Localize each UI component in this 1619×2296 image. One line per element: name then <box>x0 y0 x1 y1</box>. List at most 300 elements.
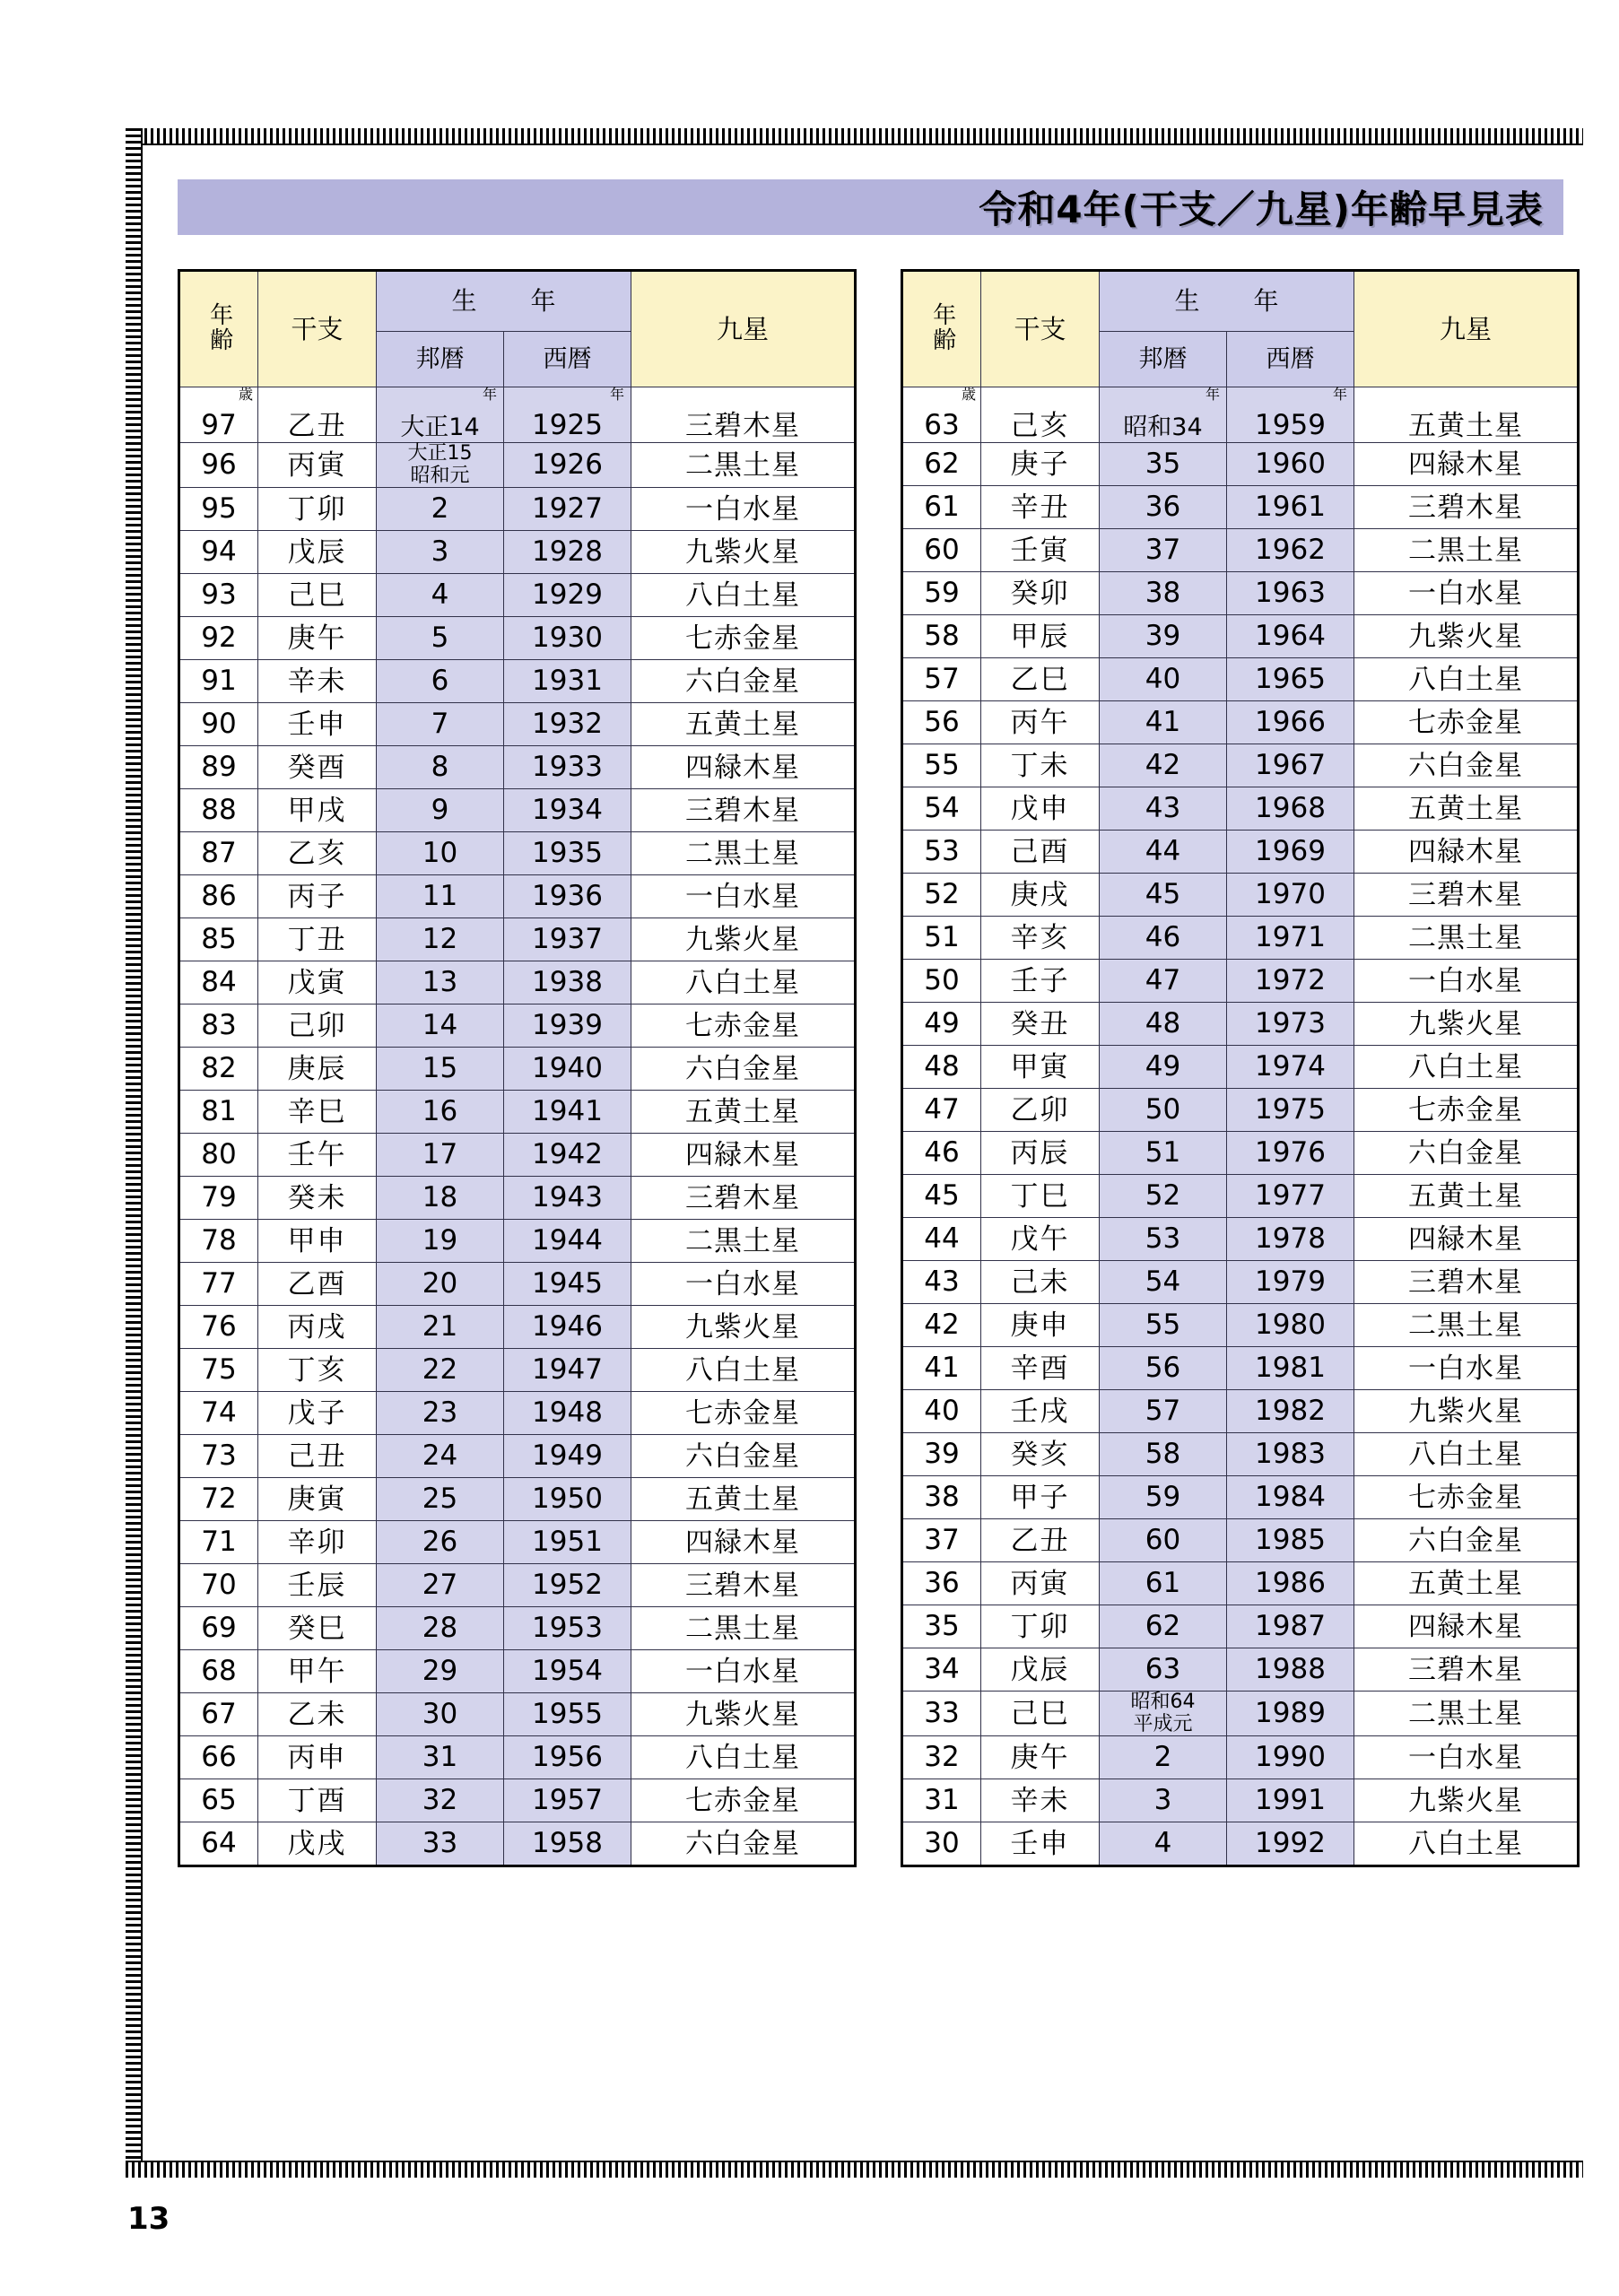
cell-western-year: 年 1959 <box>1227 387 1354 443</box>
cell-japanese-era <box>377 617 504 660</box>
cell-age: 65 <box>179 1779 258 1822</box>
cell-japanese-era-line: 16 <box>422 1095 458 1128</box>
table-row <box>902 1605 1579 1648</box>
cell-japanese-era-line: 59 <box>1145 1481 1181 1513</box>
cell-nine-star: 六白金星 <box>1354 1519 1579 1562</box>
cell-nine-star: 九紫火星 <box>1354 615 1579 658</box>
cell-japanese-era <box>1100 917 1227 960</box>
cell-age: 59 <box>902 572 981 615</box>
cell-eto: 辛未 <box>981 1779 1100 1822</box>
cell-japanese-era <box>377 875 504 918</box>
cell-japanese-era-line: 24 <box>422 1439 458 1473</box>
cell-western-year: 1973 <box>1227 1003 1354 1046</box>
cell-nine-star: 二黒土星 <box>631 1220 856 1263</box>
table-row <box>179 1004 856 1048</box>
cell-japanese-era-line: 大正15 <box>407 442 473 465</box>
cell-age: 33 <box>902 1692 981 1736</box>
cell-age: 88 <box>179 789 258 832</box>
table-row <box>179 789 856 832</box>
cell-eto: 癸卯 <box>981 572 1100 615</box>
table-row <box>179 1607 856 1650</box>
cell-japanese-era <box>377 1134 504 1177</box>
cell-japanese-era <box>1100 387 1227 443</box>
cell-age: 70 <box>179 1564 258 1607</box>
cell-western-year: 1942 <box>504 1134 631 1177</box>
cell-eto: 戊子 <box>258 1392 377 1435</box>
table-row <box>179 1564 856 1607</box>
cell-age: 84 <box>179 961 258 1004</box>
cell-western-year: 1961 <box>1227 486 1354 529</box>
cell-japanese-era-line: 3 <box>1153 1784 1172 1817</box>
cell-western-year: 1982 <box>1227 1390 1354 1433</box>
cell-nine-star: 二黒土星 <box>631 832 856 875</box>
table-row <box>179 660 856 703</box>
cell-japanese-era-line: 23 <box>422 1396 458 1430</box>
cell-nine-star: 四緑木星 <box>1354 1218 1579 1261</box>
table-row <box>179 1349 856 1392</box>
cell-age: 40 <box>902 1390 981 1433</box>
page-border-bottom <box>126 2161 1583 2178</box>
cell-western-year: 1937 <box>504 918 631 961</box>
cell-western-year: 1987 <box>1227 1605 1354 1648</box>
cell-japanese-era <box>1100 1822 1227 1866</box>
cell-japanese-era-line: 21 <box>422 1310 458 1344</box>
cell-age: 53 <box>902 831 981 874</box>
cell-japanese-era <box>377 1521 504 1564</box>
cell-eto: 己酉 <box>981 831 1100 874</box>
table-row <box>179 617 856 660</box>
cell-nine-star: 四緑木星 <box>631 1134 856 1177</box>
cell-nine-star: 七赤金星 <box>631 1779 856 1822</box>
table-row <box>179 443 856 488</box>
cell-eto: 戊辰 <box>258 531 377 574</box>
cell-japanese-era-line: 46 <box>1145 921 1181 953</box>
cell-eto: 乙酉 <box>258 1263 377 1306</box>
cell-nine-star: 六白金星 <box>631 1435 856 1478</box>
cell-japanese-era-line: 4 <box>431 578 449 612</box>
column-header-japanese-era: 邦暦 <box>1100 331 1227 387</box>
cell-western-year: 1952 <box>504 1564 631 1607</box>
cell-japanese-era <box>377 1349 504 1392</box>
cell-age: 80 <box>179 1134 258 1177</box>
table-row <box>902 1304 1579 1347</box>
cell-western-year: 1983 <box>1227 1433 1354 1476</box>
cell-japanese-era-line: 7 <box>431 708 449 741</box>
cell-japanese-era <box>377 660 504 703</box>
cell-age: 32 <box>902 1736 981 1779</box>
column-header-age <box>902 271 981 387</box>
cell-western-year: 1931 <box>504 660 631 703</box>
cell-age: 93 <box>179 574 258 617</box>
cell-age: 86 <box>179 875 258 918</box>
cell-age: 94 <box>179 531 258 574</box>
table-row <box>902 1476 1579 1519</box>
cell-nine-star: 五黄土星 <box>631 703 856 746</box>
cell-age: 95 <box>179 488 258 531</box>
cell-nine-star: 六白金星 <box>631 1048 856 1091</box>
cell-western-year: 1976 <box>1227 1132 1354 1175</box>
cell-age: 31 <box>902 1779 981 1822</box>
table-row <box>902 874 1579 917</box>
cell-western-year: 1964 <box>1227 615 1354 658</box>
cell-age: 68 <box>179 1650 258 1693</box>
cell-western-year: 1938 <box>504 961 631 1004</box>
cell-japanese-era-line: 5 <box>431 622 449 655</box>
column-header-nine-star: 九星 <box>631 271 856 387</box>
cell-age: 48 <box>902 1046 981 1089</box>
cell-nine-star: 二黒土星 <box>1354 917 1579 960</box>
cell-japanese-era <box>377 1091 504 1134</box>
cell-japanese-era-line: 3 <box>431 535 449 569</box>
cell-nine-star: 三碧木星 <box>631 387 856 443</box>
cell-japanese-era-line: 40 <box>1145 663 1181 695</box>
cell-age: 46 <box>902 1132 981 1175</box>
cell-western-year: 1939 <box>504 1004 631 1048</box>
table-row <box>902 1433 1579 1476</box>
cell-japanese-era <box>1100 1476 1227 1519</box>
cell-japanese-era-line: 昭和64 <box>1130 1691 1196 1713</box>
cell-eto: 辛巳 <box>258 1091 377 1134</box>
table-row <box>902 960 1579 1003</box>
cell-japanese-era-line: 15 <box>422 1052 458 1085</box>
cell-eto: 庚戌 <box>981 874 1100 917</box>
cell-eto: 壬戌 <box>981 1390 1100 1433</box>
cell-nine-star: 一白水星 <box>631 875 856 918</box>
cell-nine-star: 三碧木星 <box>631 1177 856 1220</box>
cell-japanese-era-line: 14 <box>422 1009 458 1042</box>
cell-japanese-era <box>1100 1736 1227 1779</box>
cell-japanese-era-line: 37 <box>1145 534 1181 566</box>
cell-japanese-era-line: 11 <box>422 880 458 913</box>
cell-japanese-era <box>1100 1132 1227 1175</box>
cell-eto: 戊寅 <box>258 961 377 1004</box>
cell-western-year: 1967 <box>1227 744 1354 787</box>
cell-age: 87 <box>179 832 258 875</box>
cell-japanese-era-line: 8 <box>431 751 449 784</box>
cell-japanese-era-line: 43 <box>1145 792 1181 824</box>
cell-western-year: 1984 <box>1227 1476 1354 1519</box>
right-table <box>901 269 1577 1867</box>
table-row <box>179 832 856 875</box>
cell-nine-star: 八白土星 <box>1354 1433 1579 1476</box>
table-row <box>179 574 856 617</box>
cell-nine-star: 二黒土星 <box>1354 1304 1579 1347</box>
cell-japanese-era-line: 27 <box>422 1569 458 1602</box>
cell-japanese-era <box>1100 1390 1227 1433</box>
column-header-age <box>179 271 258 387</box>
cell-japanese-era-line: 56 <box>1145 1352 1181 1384</box>
cell-nine-star: 九紫火星 <box>631 918 856 961</box>
cell-nine-star: 八白土星 <box>1354 1822 1579 1866</box>
cell-nine-star: 八白土星 <box>631 1736 856 1779</box>
cell-japanese-era <box>377 832 504 875</box>
cell-nine-star: 三碧木星 <box>1354 486 1579 529</box>
cell-nine-star: 四緑木星 <box>631 746 856 789</box>
cell-age: 36 <box>902 1562 981 1605</box>
cell-western-year: 1991 <box>1227 1779 1354 1822</box>
table-row <box>902 658 1579 701</box>
cell-western-year: 1979 <box>1227 1261 1354 1304</box>
column-header-birth-year: 生 年 <box>377 271 631 332</box>
cell-japanese-era-line: 55 <box>1145 1309 1181 1341</box>
cell-western-year: 1932 <box>504 703 631 746</box>
cell-nine-star: 四緑木星 <box>631 1521 856 1564</box>
cell-age: 56 <box>902 701 981 744</box>
cell-japanese-era <box>1100 1218 1227 1261</box>
cell-japanese-era-line: 42 <box>1145 749 1181 781</box>
cell-western-year: 1969 <box>1227 831 1354 874</box>
table-row <box>179 531 856 574</box>
cell-nine-star: 五黄土星 <box>1354 787 1579 831</box>
cell-japanese-era-line: 47 <box>1145 964 1181 996</box>
cell-age: 66 <box>179 1736 258 1779</box>
right-table-table <box>901 269 1580 1867</box>
cell-age: 歳 63 <box>902 387 981 443</box>
cell-eto: 甲寅 <box>981 1046 1100 1089</box>
unit-marker-year-west: 年 <box>1333 387 1348 403</box>
cell-japanese-era-line: 10 <box>422 837 458 870</box>
cell-eto: 戊午 <box>981 1218 1100 1261</box>
cell-age: 78 <box>179 1220 258 1263</box>
cell-age: 74 <box>179 1392 258 1435</box>
cell-western-year: 1956 <box>504 1736 631 1779</box>
table-row <box>179 1048 856 1091</box>
cell-nine-star: 六白金星 <box>1354 744 1579 787</box>
cell-western-year: 1949 <box>504 1435 631 1478</box>
cell-nine-star: 五黄土星 <box>631 1091 856 1134</box>
table-row <box>179 1177 856 1220</box>
cell-nine-star: 七赤金星 <box>631 1004 856 1048</box>
table-row <box>902 1046 1579 1089</box>
cell-eto: 辛酉 <box>981 1347 1100 1390</box>
unit-marker-year-jp: 年 <box>1205 387 1220 403</box>
cell-age: 67 <box>179 1693 258 1736</box>
cell-eto: 丁酉 <box>258 1779 377 1822</box>
cell-age: 47 <box>902 1089 981 1132</box>
cell-japanese-era <box>377 1822 504 1866</box>
table-row <box>179 1736 856 1779</box>
cell-western-year: 1981 <box>1227 1347 1354 1390</box>
cell-age: 71 <box>179 1521 258 1564</box>
cell-western-year: 1951 <box>504 1521 631 1564</box>
cell-japanese-era <box>377 1779 504 1822</box>
cell-western-year: 1945 <box>504 1263 631 1306</box>
cell-eto: 辛亥 <box>981 917 1100 960</box>
cell-eto: 壬寅 <box>981 529 1100 572</box>
cell-japanese-era <box>377 531 504 574</box>
cell-nine-star: 一白水星 <box>1354 572 1579 615</box>
cell-japanese-era-line: 63 <box>1145 1653 1181 1685</box>
cell-eto: 壬申 <box>981 1822 1100 1866</box>
cell-eto: 丙申 <box>258 1736 377 1779</box>
cell-japanese-era-line: 49 <box>1145 1050 1181 1083</box>
cell-eto: 甲戌 <box>258 789 377 832</box>
cell-eto: 庚午 <box>981 1736 1100 1779</box>
unit-marker-age: 歳 <box>238 387 253 403</box>
cell-age: 39 <box>902 1433 981 1476</box>
cell-eto: 乙丑 <box>981 1519 1100 1562</box>
table-row <box>902 787 1579 831</box>
cell-japanese-era <box>377 1306 504 1349</box>
cell-western-year: 1943 <box>504 1177 631 1220</box>
cell-age: 30 <box>902 1822 981 1866</box>
cell-age: 76 <box>179 1306 258 1349</box>
cell-eto: 辛未 <box>258 660 377 703</box>
cell-eto: 癸巳 <box>258 1607 377 1650</box>
table-row <box>902 1175 1579 1218</box>
cell-western-year: 1963 <box>1227 572 1354 615</box>
cell-japanese-era-line: 26 <box>422 1526 458 1559</box>
cell-nine-star: 四緑木星 <box>1354 443 1579 486</box>
cell-japanese-era-line: 62 <box>1145 1610 1181 1642</box>
column-header-western-year: 西暦 <box>504 331 631 387</box>
cell-japanese-era <box>377 1693 504 1736</box>
table-row <box>179 1091 856 1134</box>
cell-western-year: 1962 <box>1227 529 1354 572</box>
cell-japanese-era <box>1100 1046 1227 1089</box>
cell-age: 91 <box>179 660 258 703</box>
cell-western-year: 1950 <box>504 1478 631 1521</box>
cell-western-year: 1992 <box>1227 1822 1354 1866</box>
cell-western-year: 1953 <box>504 1607 631 1650</box>
cell-western-year: 1990 <box>1227 1736 1354 1779</box>
cell-age: 64 <box>179 1822 258 1866</box>
cell-japanese-era-line: 41 <box>1145 706 1181 738</box>
cell-eto: 庚子 <box>981 443 1100 486</box>
cell-japanese-era-line: 29 <box>422 1655 458 1688</box>
cell-age: 52 <box>902 874 981 917</box>
cell-japanese-era-line: 18 <box>422 1181 458 1214</box>
column-header-western-year: 西暦 <box>1227 331 1354 387</box>
cell-western-year: 1972 <box>1227 960 1354 1003</box>
cell-japanese-era <box>1100 1003 1227 1046</box>
cell-nine-star: 一白水星 <box>631 1263 856 1306</box>
cell-age: 92 <box>179 617 258 660</box>
table-row <box>179 1779 856 1822</box>
cell-japanese-era <box>1100 1648 1227 1692</box>
cell-age: 75 <box>179 1349 258 1392</box>
cell-nine-star: 八白土星 <box>1354 1046 1579 1089</box>
table-row <box>179 961 856 1004</box>
cell-japanese-era <box>377 961 504 1004</box>
cell-nine-star: 九紫火星 <box>631 1306 856 1349</box>
table-row <box>179 703 856 746</box>
table-row <box>179 1822 856 1866</box>
cell-nine-star: 三碧木星 <box>631 1564 856 1607</box>
cell-japanese-era-line: 28 <box>422 1612 458 1645</box>
cell-nine-star: 二黒土星 <box>1354 1692 1579 1736</box>
cell-japanese-era-line: 53 <box>1145 1222 1181 1255</box>
cell-japanese-era <box>377 387 504 443</box>
cell-eto: 庚寅 <box>258 1478 377 1521</box>
table-row <box>902 1779 1579 1822</box>
cell-nine-star: 七赤金星 <box>631 617 856 660</box>
cell-japanese-era-line: 4 <box>1153 1827 1172 1860</box>
cell-nine-star: 八白土星 <box>631 961 856 1004</box>
cell-age: 79 <box>179 1177 258 1220</box>
cell-age: 60 <box>902 529 981 572</box>
cell-japanese-era-line: 17 <box>422 1138 458 1171</box>
cell-japanese-era <box>377 789 504 832</box>
cell-japanese-era <box>1100 874 1227 917</box>
cell-eto: 庚申 <box>981 1304 1100 1347</box>
cell-age: 96 <box>179 443 258 488</box>
cell-japanese-era <box>377 1220 504 1263</box>
table-row <box>179 1521 856 1564</box>
cell-western-year: 1946 <box>504 1306 631 1349</box>
cell-eto: 丙辰 <box>981 1132 1100 1175</box>
cell-japanese-era <box>377 1048 504 1091</box>
cell-western-year: 1934 <box>504 789 631 832</box>
cell-japanese-era <box>377 1177 504 1220</box>
cell-japanese-era <box>1100 486 1227 529</box>
cell-age: 55 <box>902 744 981 787</box>
cell-japanese-era <box>1100 1692 1227 1736</box>
cell-nine-star: 五黄土星 <box>631 1478 856 1521</box>
cell-eto: 乙未 <box>258 1693 377 1736</box>
cell-japanese-era-line: 22 <box>422 1353 458 1387</box>
cell-nine-star: 二黒土星 <box>631 1607 856 1650</box>
cell-japanese-era <box>377 1478 504 1521</box>
cell-japanese-era-line: 2 <box>1153 1741 1172 1774</box>
cell-japanese-era <box>377 703 504 746</box>
cell-japanese-era <box>1100 1175 1227 1218</box>
cell-eto: 甲申 <box>258 1220 377 1263</box>
cell-age: 83 <box>179 1004 258 1048</box>
table-row <box>179 488 856 531</box>
cell-western-year: 1985 <box>1227 1519 1354 1562</box>
cell-age: 69 <box>179 1607 258 1650</box>
cell-eto: 丁巳 <box>981 1175 1100 1218</box>
cell-age: 45 <box>902 1175 981 1218</box>
cell-eto: 癸亥 <box>981 1433 1100 1476</box>
cell-japanese-era <box>1100 1261 1227 1304</box>
cell-age: 58 <box>902 615 981 658</box>
cell-nine-star: 五黄土星 <box>1354 1562 1579 1605</box>
cell-japanese-era-line: 2 <box>431 492 449 526</box>
cell-japanese-era-line: 57 <box>1145 1395 1181 1427</box>
cell-eto: 乙卯 <box>981 1089 1100 1132</box>
cell-eto: 庚辰 <box>258 1048 377 1091</box>
cell-japanese-era-line: 44 <box>1145 835 1181 867</box>
cell-japanese-era-line: 9 <box>431 794 449 827</box>
cell-nine-star: 一白水星 <box>1354 1347 1579 1390</box>
cell-age: 43 <box>902 1261 981 1304</box>
cell-western-year: 1980 <box>1227 1304 1354 1347</box>
cell-japanese-era-line: 61 <box>1145 1567 1181 1599</box>
table-row <box>179 1134 856 1177</box>
cell-nine-star: 三碧木星 <box>631 789 856 832</box>
cell-eto: 丙戌 <box>258 1306 377 1349</box>
cell-age: 35 <box>902 1605 981 1648</box>
cell-age: 82 <box>179 1048 258 1091</box>
cell-eto: 戊申 <box>981 787 1100 831</box>
cell-japanese-era <box>1100 615 1227 658</box>
cell-western-year: 1941 <box>504 1091 631 1134</box>
cell-nine-star: 九紫火星 <box>631 531 856 574</box>
cell-western-year: 1966 <box>1227 701 1354 744</box>
title-band <box>178 179 1563 235</box>
table-row <box>179 1263 856 1306</box>
cell-japanese-era-line: 31 <box>422 1741 458 1774</box>
cell-japanese-era-line: 大正14 <box>400 413 480 441</box>
cell-japanese-era <box>1100 1519 1227 1562</box>
cell-japanese-era <box>377 1435 504 1478</box>
cell-age: 89 <box>179 746 258 789</box>
column-header-nine-star: 九星 <box>1354 271 1579 387</box>
cell-nine-star: 九紫火星 <box>631 1693 856 1736</box>
cell-japanese-era <box>1100 529 1227 572</box>
